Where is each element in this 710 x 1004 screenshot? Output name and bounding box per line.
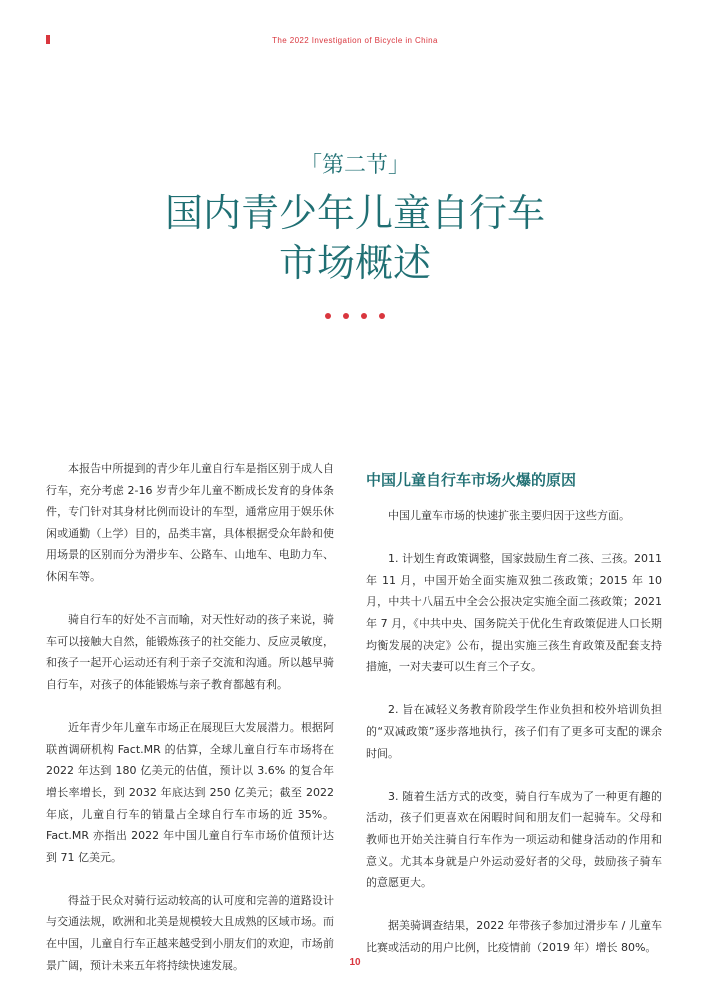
body-paragraph: 骑自行车的好处不言而喻，对天性好动的孩子来说，骑车可以接触大自然，能锻炼孩子的社交能力、反应灵敏度，和孩子一起开心运动还有利于亲子交流和沟通。所以越早骑自行车，对孩子的体能锻炼与亲子教育都越有利。 — [46, 613, 334, 691]
body-paragraph: 2. 旨在减轻义务教育阶段学生作业负担和校外培训负担的“双减政策”逐步落地执行，孩子们有了更多可支配的课余时间。 — [366, 703, 662, 760]
body-paragraph: 本报告中所提到的青少年儿童自行车是指区别于成人自行车，充分考虑 2-16 岁青少年儿童不断成长发育的身体条件，专门针对其身材比例而设计的车型，通常应用于娱乐休闲或通勤（上学）目的，品类丰富，具体根据受众年龄和使用场景的区别而分为滑步车、公路车、山地车、电助力车、休闲车等。 — [46, 462, 334, 583]
page-number: 10 — [349, 957, 361, 968]
page-title — [0, 188, 710, 288]
title-line-1: 国内青少年儿童自行车 — [164, 191, 545, 235]
dot-ornament — [379, 313, 385, 319]
title-line-2: 市场概述 — [278, 241, 431, 285]
body-paragraph: 据美骑调查结果，2022 年带孩子参加过滑步车 / 儿童车比赛或活动的用户比例，比疫情前（2019 年）增长 80%。 — [366, 919, 662, 954]
dot-ornament — [361, 313, 367, 319]
right-column — [366, 458, 662, 980]
running-header: The 2022 Investigation of Bicycle in China — [272, 36, 438, 45]
body-paragraph: 得益于民众对骑行运动较高的认可度和完善的道路设计与交通法规，欧洲和北美是规模较大且成熟的区域市场。而在中国，儿童自行车正越来越受到小朋友们的欢迎，市场前景广阔，预计未来五年将持续快速发展。 — [46, 893, 334, 972]
body-paragraph: 近年青少年儿童车市场正在展现巨大发展潜力。根据阿联酋调研机构 Fact.MR 的估算，全球儿童自行车市场将在 2022 年达到 180 亿美元的估值，预计以 3.6% 的复合年增长率增长，到 2032 年底达到 250 亿美元；截至 2022 年底，儿童自行车的销量占全球自行车市场的近 35%。Fact.MR 亦指出 2022 年中国儿童自行车市场价值预计达到 71 亿美元。 — [46, 721, 334, 864]
body-paragraph: 3. 随着生活方式的改变，骑自行车成为了一种更有趣的活动，孩子们更喜欢在闲暇时间和朋友们一起骑车。父母和教师也开始关注骑自行车作为一项运动和健身活动的作用和意义。尤其本身就是户外运动爱好者的父母，鼓励孩子骑车的意愿更大。 — [366, 789, 662, 890]
decorative-dots — [0, 304, 710, 323]
dot-ornament — [325, 313, 331, 319]
section-heading: 中国儿童自行车市场火爆的原因 — [366, 471, 577, 489]
left-column — [46, 458, 334, 998]
dot-ornament — [343, 313, 349, 319]
body-paragraph: 1. 计划生育政策调整，国家鼓励生育二孩、三孩。2011 年 11 月，中国开始全面实施双独二孩政策；2015 年 10 月，中共十八届五中全会公报决定实施全面二孩政策；2021 年 7 月，《中共中央、国务院关于优化生育政策促进人口长期均衡发展的决定》公布，提出实施三孩生育政策及配套支持措施，一对夫妻可以生育三个子女。 — [366, 552, 662, 674]
body-paragraph: 中国儿童车市场的快速扩张主要归因于这些方面。 — [388, 509, 630, 522]
section-label: 「第二节」 — [299, 153, 410, 178]
